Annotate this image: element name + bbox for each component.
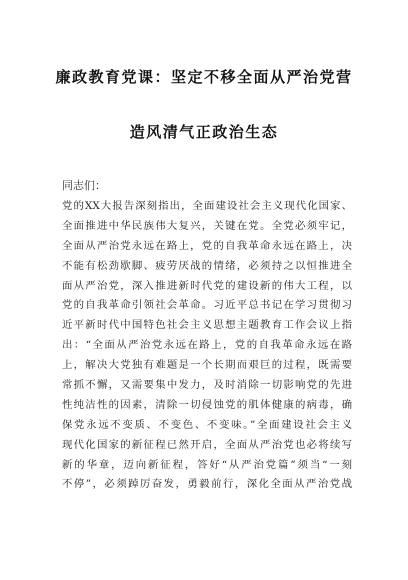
body-line: 常抓不懈，又需要集中发力，及时消除一切影响党的先进 — [62, 379, 352, 392]
body-line: 性纯洁性的因素，清除一切侵蚀党的肌体健康的病毒，确 — [62, 398, 352, 411]
body-line: 党的自我革命引领社会革命。习近平总书记在学习贯彻习 — [62, 299, 352, 312]
body-line: 现代化国家的新征程已然开启，全面从严治党也必将续写 — [62, 438, 352, 451]
body-line: 近平新时代中国特色社会主义思想主题教育工作会议上指 — [62, 319, 352, 332]
body-line: 新的华章，迈向新征程，答好“从严治党篇”须当“一刻 — [62, 458, 352, 471]
document-title-line-2: 造风清气正政治生态 — [129, 123, 279, 141]
body-line: 不能有松劲歇脚、疲劳厌战的情绪，必须持之以恒推进全 — [62, 259, 352, 272]
body-line: 面从严治党，深入推进新时代党的建设新的伟大工程，以 — [62, 279, 352, 292]
document-body — [62, 197, 352, 495]
salutation: 同志们： — [62, 179, 106, 192]
body-line: 出：“全面从严治党永远在路上，党的自我革命永远在路 — [62, 339, 352, 352]
body-line: 保党永远不变质、不变色、不变味。”全面建设社会主义 — [62, 418, 352, 431]
body-line: 全面从严治党永远在路上，党的自我革命永远在路上，决 — [62, 239, 352, 252]
document-title-line-1: 廉政教育党课：坚定不移全面从严治党营 — [55, 68, 353, 86]
body-line: 不停”，必须踔厉奋发，勇毅前行，深化全面从严治党战 — [62, 478, 352, 491]
body-line: 党的XX大报告深刻指出，全面建设社会主义现代化国家、 — [62, 200, 352, 212]
body-line: 上，解决大党独有难题是一个长期而艰巨的过程，既需要 — [62, 359, 352, 372]
body-line: 全面推进中华民族伟大复兴，关键在党。全党必须牢记， — [62, 219, 352, 232]
